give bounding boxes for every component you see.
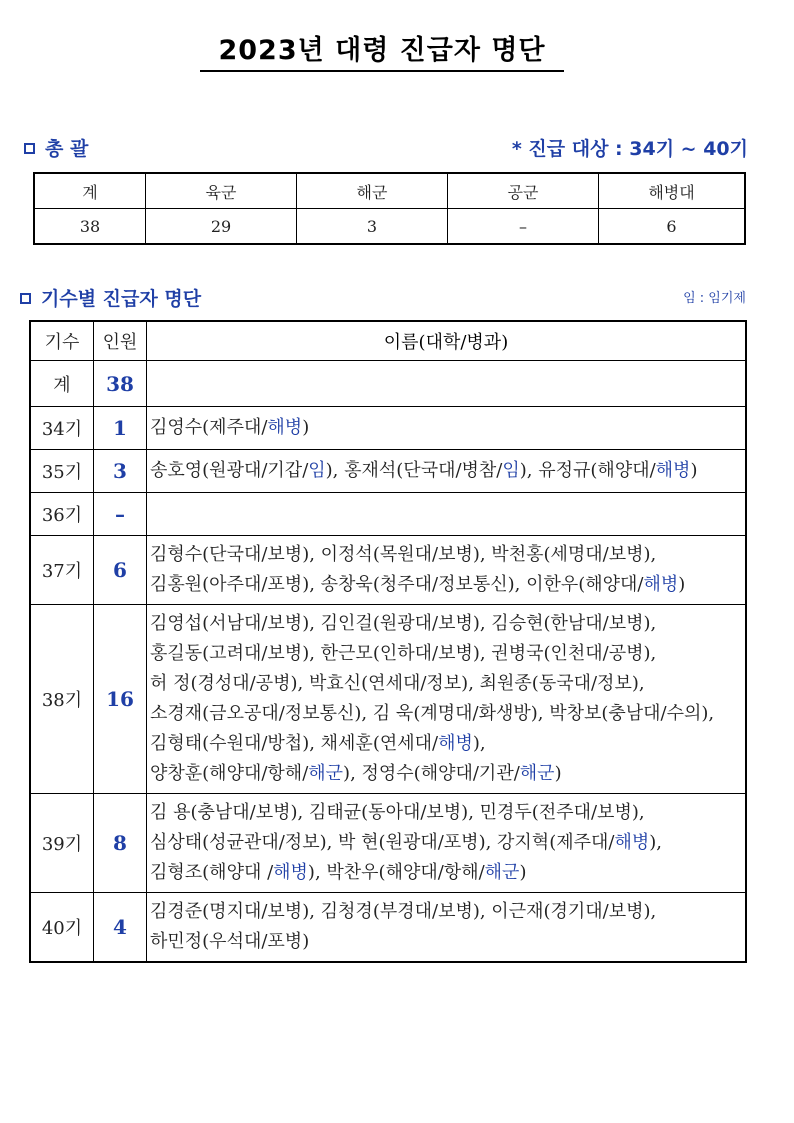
- name-text: ),: [472, 733, 486, 754]
- roster-row: [30, 605, 746, 794]
- total-count: 38: [94, 361, 147, 407]
- count-cell: 8: [94, 794, 147, 893]
- branch-highlight: 해군: [519, 763, 555, 784]
- names-line: [150, 639, 743, 669]
- names-line: [150, 729, 743, 759]
- names-line: [150, 798, 743, 828]
- branch-highlight: 해병: [614, 832, 650, 853]
- class-cell: 39기: [30, 794, 94, 893]
- names-cell: [147, 605, 747, 794]
- name-text: 홍길동(고려대/보병), 한근모(인하대/보병), 권병국(인천대/공병),: [150, 643, 657, 664]
- promotion-target-note: * 진급 대상 : 34기 ~ 40기: [511, 138, 748, 160]
- roster-row: [30, 536, 746, 605]
- count-cell: 3: [94, 450, 147, 493]
- class-cell: 40기: [30, 893, 94, 963]
- name-text: 송호영(원광대/기갑/: [150, 460, 309, 481]
- class-cell: 37기: [30, 536, 94, 605]
- names-line: [150, 540, 743, 570]
- count-cell: 6: [94, 536, 147, 605]
- class-cell: 38기: [30, 605, 94, 794]
- names-line: [150, 570, 743, 600]
- roster-header-cell: 인원: [94, 321, 147, 361]
- roster-row: [30, 450, 746, 493]
- name-text: ), 홍재석(단국대/병참/: [325, 460, 503, 481]
- roster-heading-label: 기수별 진급자 명단: [41, 288, 202, 310]
- name-text: ), 정영수(해양대/기관/: [343, 763, 520, 784]
- branch-highlight: 해병: [655, 460, 691, 481]
- name-text: 소경재(금오공대/정보통신), 김 욱(계명대/화생방), 박창보(충남대/수의),: [150, 703, 715, 724]
- summary-value-cell: 6: [599, 209, 746, 245]
- roster-row: [30, 407, 746, 450]
- name-text: 김형태(수원대/방첩), 채세훈(연세대/: [150, 733, 439, 754]
- branch-highlight: 해병: [438, 733, 473, 754]
- count-cell: –: [94, 493, 147, 536]
- name-text: 김 용(충남대/보병), 김태균(동아대/보병), 민경두(전주대/보병),: [150, 802, 645, 823]
- name-text: ): [554, 763, 562, 784]
- names-line: [150, 699, 743, 729]
- name-text: 김경준(명지대/보병), 김청경(부경대/보병), 이근재(경기대/보병),: [150, 901, 657, 922]
- branch-highlight: 해병: [273, 862, 308, 883]
- name-text: ): [690, 460, 698, 481]
- class-cell: 34기: [30, 407, 94, 450]
- name-text: ), 박찬우(해양대/항해/: [307, 862, 485, 883]
- summary-value-cell: 29: [146, 209, 297, 245]
- branch-highlight: 해군: [308, 763, 344, 784]
- summary-header-row: [34, 173, 745, 209]
- names-cell: [147, 407, 747, 450]
- roster-heading: [20, 284, 201, 311]
- summary-value-cell: –: [448, 209, 599, 245]
- names-line: [150, 927, 743, 957]
- name-text: 김홍원(아주대/포병), 송창욱(청주대/정보통신), 이한우(해양대/: [150, 574, 644, 595]
- roster-row: [30, 893, 746, 963]
- names-line: [150, 413, 743, 443]
- summary-value-row: [34, 209, 745, 245]
- name-text: ),: [649, 832, 662, 853]
- roster-row: [30, 794, 746, 893]
- names-line: [150, 456, 743, 486]
- count-cell: 1: [94, 407, 147, 450]
- roster-header-row: [30, 321, 746, 361]
- name-text: ): [519, 862, 527, 883]
- names-line: [150, 858, 743, 888]
- square-bullet-icon: [24, 143, 35, 154]
- total-label: 계: [30, 361, 94, 407]
- roster-table: [29, 320, 747, 963]
- branch-highlight: 해군: [484, 862, 520, 883]
- name-text: 심상태(성균관대/정보), 박 현(원광대/포병), 강지혁(제주대/: [150, 832, 615, 853]
- count-cell: 16: [94, 605, 147, 794]
- summary-heading: [24, 134, 88, 161]
- name-text: 김형조(해양대 /: [150, 862, 274, 883]
- branch-highlight: 해병: [643, 574, 679, 595]
- summary-heading-label: 총 괄: [45, 138, 89, 160]
- names-line: [150, 828, 743, 858]
- names-line: [150, 609, 743, 639]
- class-cell: 35기: [30, 450, 94, 493]
- branch-highlight: 임: [502, 460, 520, 481]
- names-cell: [147, 536, 747, 605]
- name-text: 허 정(경성대/공병), 박효신(연세대/정보), 최원종(동국대/정보),: [150, 673, 645, 694]
- names-line: [150, 759, 743, 789]
- names-line: [150, 669, 743, 699]
- name-text: 양창훈(해양대/항해/: [150, 763, 309, 784]
- summary-value-cell: 38: [34, 209, 146, 245]
- total-names-cell: [147, 361, 747, 407]
- summary-header-cell: 공군: [448, 173, 599, 209]
- page-title: 2023년 대령 진급자 명단: [200, 34, 564, 72]
- summary-header-cell: 육군: [146, 173, 297, 209]
- branch-highlight: 임: [308, 460, 326, 481]
- roster-row: [30, 493, 746, 536]
- roster-header-cell: 기수: [30, 321, 94, 361]
- summary-table: [33, 172, 746, 245]
- count-cell: 4: [94, 893, 147, 963]
- temporary-appointment-legend: 임 : 임기제: [683, 291, 746, 306]
- branch-highlight: 해병: [267, 417, 303, 438]
- name-text: ), 유정규(해양대/: [519, 460, 656, 481]
- names-cell: [147, 893, 747, 963]
- name-text: 김영수(제주대/: [150, 417, 268, 438]
- name-text: ): [678, 574, 686, 595]
- names-line: [150, 897, 743, 927]
- summary-value-cell: 3: [297, 209, 448, 245]
- name-text: ): [302, 417, 310, 438]
- summary-header-cell: 해병대: [599, 173, 746, 209]
- summary-header-cell: 해군: [297, 173, 448, 209]
- name-text: 김영섭(서남대/보병), 김인걸(원광대/보병), 김승현(한남대/보병),: [150, 613, 657, 634]
- square-bullet-icon: [20, 293, 31, 304]
- names-cell: [147, 794, 747, 893]
- roster-header-cell: 이름(대학/병과): [147, 321, 747, 361]
- summary-header-cell: 계: [34, 173, 146, 209]
- name-text: 하민정(우석대/포병): [150, 931, 310, 952]
- names-cell: [147, 450, 747, 493]
- roster-total-row: [30, 361, 746, 407]
- class-cell: 36기: [30, 493, 94, 536]
- name-text: 김형수(단국대/보병), 이정석(목원대/보병), 박천홍(세명대/보병),: [150, 544, 657, 565]
- names-cell: [147, 493, 747, 536]
